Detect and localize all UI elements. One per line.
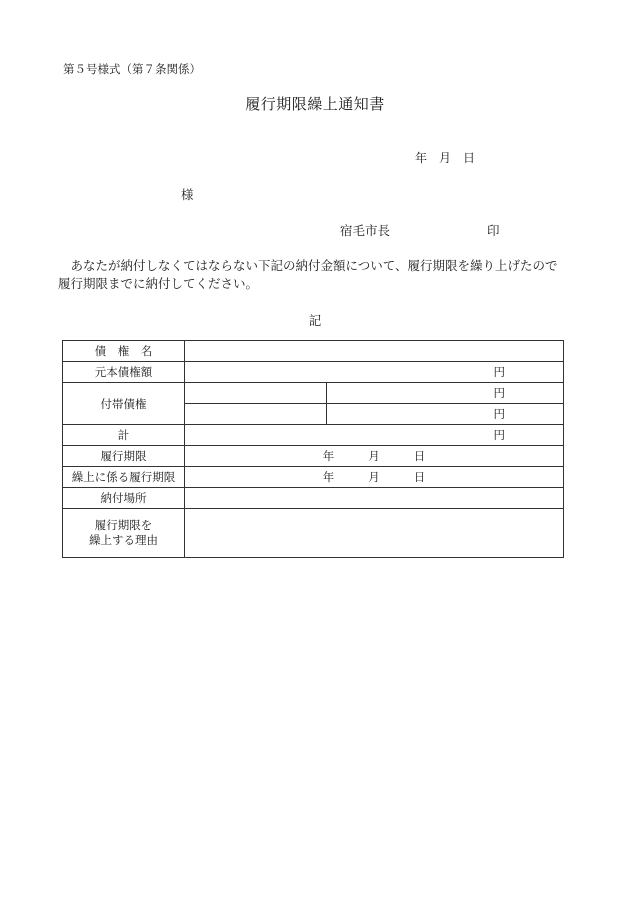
- label-payment-place: 納付場所: [63, 488, 185, 509]
- notice-body-text: あなたが納付しなくてはならない下記の納付金額について、履行期限を繰り上げたので履行期限までに納付してください。: [58, 258, 558, 291]
- value-total-yen: 円: [185, 425, 564, 446]
- value-incidental-name-2: [185, 404, 327, 425]
- table-row-payment-place: [63, 488, 564, 509]
- issue-date-line: 年 月 日: [415, 151, 476, 165]
- value-incidental-yen-1: 円: [327, 383, 564, 404]
- table-row-principal: [63, 362, 564, 383]
- value-payment-place: [185, 488, 564, 509]
- form-number: 第５号様式（第７条関係）: [63, 62, 201, 76]
- table-row-claim-name: [63, 341, 564, 362]
- ki-heading: 記: [308, 313, 322, 328]
- addressee-suffix: 様: [181, 187, 194, 202]
- label-incidental: 付帯債権: [63, 383, 185, 425]
- value-principal-yen: 円: [185, 362, 564, 383]
- label-due-date: 履行期限: [63, 446, 185, 467]
- value-advanced-due-date: [185, 467, 564, 488]
- table-row-reason: [63, 509, 564, 558]
- label-total: 計: [63, 425, 185, 446]
- table-row-incidental-1: [63, 383, 564, 404]
- value-incidental-name-1: [185, 383, 327, 404]
- value-due-date: [185, 446, 564, 467]
- label-reason-line1: 履行期限を: [94, 518, 153, 532]
- due-date-year: 年: [322, 449, 335, 463]
- seal-mark: 印: [487, 223, 500, 238]
- table-row-advanced-due-date: [63, 467, 564, 488]
- label-claim-name: 債 権 名: [63, 341, 185, 362]
- advanced-date-month: 月: [368, 470, 380, 484]
- table-row-total: [63, 425, 564, 446]
- value-reason: [185, 509, 564, 558]
- table-row-due-date: [63, 446, 564, 467]
- value-incidental-yen-2: 円: [327, 404, 564, 425]
- advanced-date-year: 年: [322, 470, 335, 484]
- label-principal: 元本債権額: [63, 362, 185, 383]
- document-title: 履行期限繰上通知書: [245, 95, 385, 113]
- issuer-name: 宿毛市長: [340, 223, 391, 238]
- advanced-date-day: 日: [413, 470, 426, 484]
- notice-form-table: [62, 340, 564, 558]
- label-reason-line2: 繰上する理由: [89, 533, 158, 547]
- label-advanced-due-date: 繰上に係る履行期限: [63, 467, 185, 488]
- value-claim-name: [185, 341, 564, 362]
- label-reason: [63, 509, 185, 558]
- due-date-month: 月: [368, 449, 380, 463]
- due-date-day: 日: [413, 449, 426, 463]
